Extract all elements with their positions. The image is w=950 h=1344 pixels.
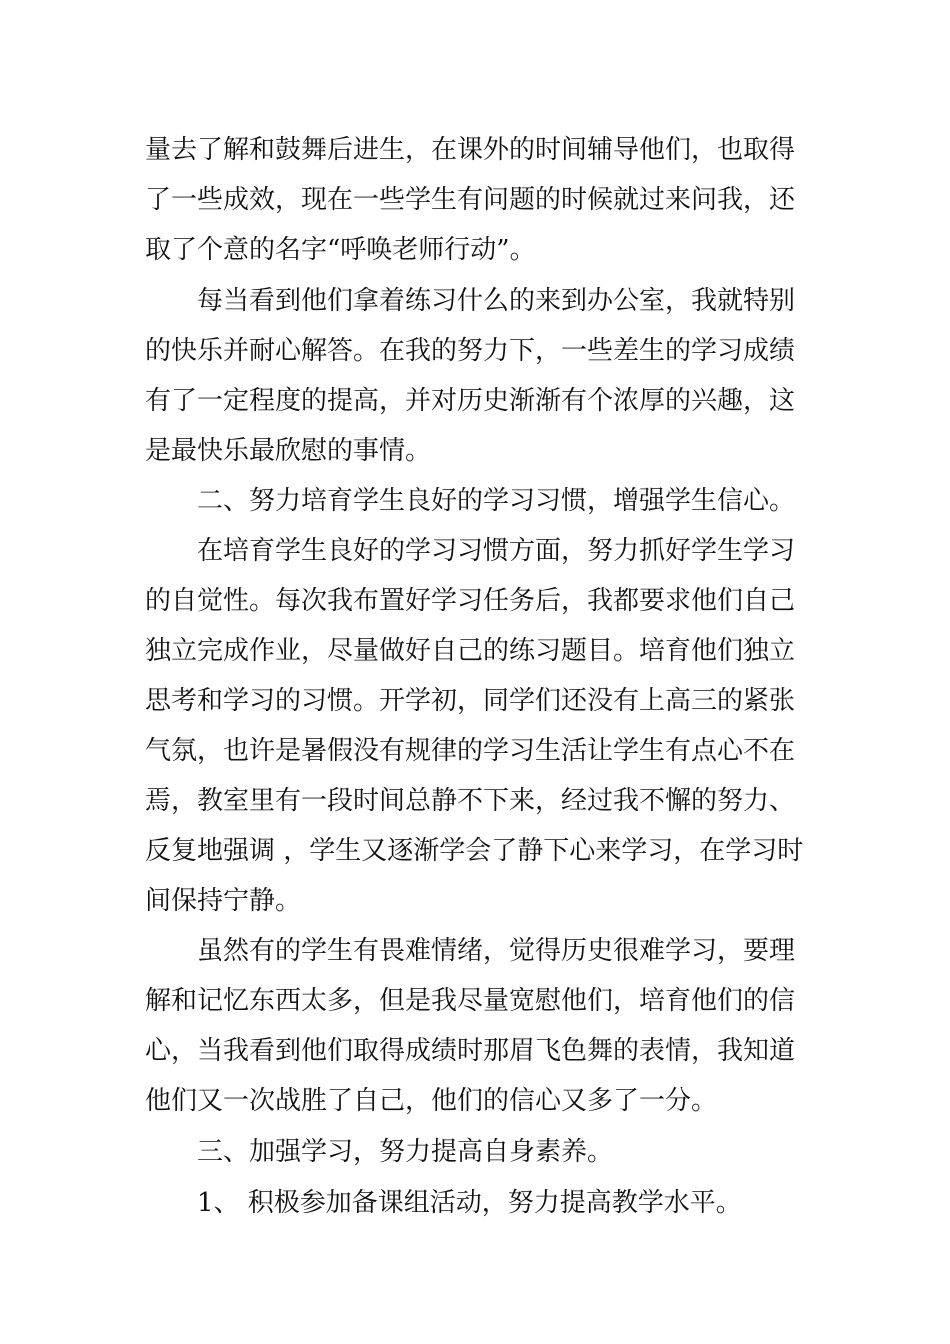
text-line: 取了个意的名字“呼唤老师行动”。 [145,235,536,265]
paragraph-first-line: 每当看到他们拿着练习什么的来到办公室，我就特别 [197,286,796,316]
text-line: 是最快乐最欣慰的事情。 [145,436,432,466]
text-line: 了一些成效，现在一些学生有问题的时候就过来问我，还 [145,185,796,215]
text-line: 气氛，也许是暑假没有规律的学习生活让学生有点心不在 [145,736,796,766]
list-item: 1、 积极参加备课组活动，努力提高教学水平。 [197,1188,742,1218]
section-heading: 三、加强学习，努力提高自身素养。 [197,1137,614,1167]
text-line: 独立完成作业，尽量做好自己的练习题目。培育他们独立 [145,636,796,666]
text-line: 反复地强调 ，学生又逐渐学会了静下心来学习，在学习时 [145,836,804,866]
text-line: 有了一定程度的提高，并对历史渐渐有个浓厚的兴趣，这 [145,386,796,416]
section-heading: 二、努力培育学生良好的学习习惯，增强学生信心。 [197,486,796,516]
text-line: 间保持宁静。 [145,886,302,916]
text-line: 思考和学习的习惯。开学初，同学们还没有上高三的紧张 [145,686,796,716]
text-line: 量去了解和鼓舞后进生，在课外的时间辅导他们，也取得 [145,135,796,165]
text-line: 心，当我看到他们取得成绩时那眉飞色舞的表情，我知道 [145,1036,796,1066]
text-line: 解和记忆东西太多，但是我尽量宽慰他们，培育他们的信 [145,986,796,1016]
paragraph-first-line: 在培育学生良好的学习习惯方面，努力抓好学生学习 [197,536,796,566]
text-line: 的快乐并耐心解答。在我的努力下，一些差生的学习成绩 [145,336,796,366]
text-line: 焉，教室里有一段时间总静不下来，经过我不懈的努力、 [145,786,796,816]
paragraph-first-line: 虽然有的学生有畏难情绪，觉得历史很难学习，要理 [197,936,796,966]
text-line: 他们又一次战胜了自己，他们的信心又多了一分。 [145,1086,718,1116]
text-line: 的自觉性。每次我布置好学习任务后，我都要求他们自己 [145,586,796,616]
